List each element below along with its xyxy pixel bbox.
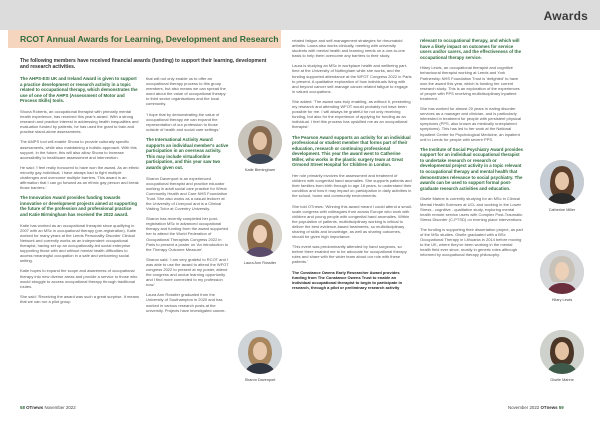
paragraph: She said: 'Receiving the award was such a great surprise. It means that we can run a pilot group [20, 293, 140, 304]
footer-right [508, 405, 564, 410]
paragraph: Hilary Lewis, an occupational therapist and cognitive behavioural therapist working at Leeds and York Partnership NHS Foundation Trust is 'delighted' to have won the award this year, which is funding her current research study. This is an exploration of the experiences of people with PPS receiving multidisciplinary inpatient treatment. [420, 65, 520, 101]
top-bar [0, 0, 600, 30]
paragraph: He said: 'I feel really honoured to have won the award. As an ethnic minority gay individual, I have always had to fight multiple challenges and overcome multiple barriers. This award is an affirmation that I can go forward as an ethnic gay person and break those barriers.' [20, 164, 140, 191]
issue-date-right: November 2022 [508, 405, 540, 410]
paragraph: She told OTnews: 'Winning this award meant I could attend a small-scale congress with colleagues from across Europe who work with children and young people with congenital hand anomalies. Within the population of patients, multidisciplinary working is critical to deliver the best evidence-based treatments, so multidisciplinary sharing of skills and knowledge, as well as sharing outcomes, should be given high importance. [292, 203, 412, 240]
paragraph: Sharon said: 'I am very grateful to RCOT and I was able to use the award to attend the WFOT congress 2022 to present at my poster, attend the congress and undue learning opportunity and I find more connected to my profession now.' [146, 256, 229, 288]
paragraph: Her role primarily involves the assessment and treatment of children with congenital hand anomalies. She supports patients and their families from birth through to age 18 years, to understand their condition and how it may impact on participation in daily activities in the school, home and community environments. [292, 173, 412, 199]
paragraph: Sharon has recently completed her post-registration MSc in advanced occupational therapy and funding from the award supported her to attend the World Federation of Occupational Therapists Congress 2022 in Paris to present a poster on 'An introduction to the Therapy Outcome Measure'. [146, 216, 229, 252]
column-1 [20, 76, 140, 309]
caption-gisele: Gisèle Mahne [550, 378, 574, 382]
pearson-award-heading: The Pearson Award supports an activity for an individual professional or student member that forms part of their education, research or continuing professional development. This year the award went to Catherine Miller, who works in the plastic surgery team at Great Ormond Street Hospital for Children in London. [292, 134, 411, 168]
caption-sharon: Sharon Davenport [244, 378, 276, 382]
column-4 [420, 38, 524, 262]
paragraph: related fatigue and self-management strategies for rheumatoid arthritis. Laura also works clinically, meeting with university students with mental health and learning needs on a one-to-one basis to help them overcome any barriers to their study. [292, 38, 405, 59]
paragraph: Katie hopes to expand the scope and awareness of occupational therapy into new diverse areas and provide a service to those who would struggle to access occupational therapy through traditional routes. [20, 268, 138, 289]
brand-right: OTnews [540, 405, 558, 410]
article-banner [8, 30, 281, 48]
portrait-photo-katie [238, 120, 282, 164]
portrait-photo-sharon [238, 330, 282, 374]
portrait-photo-catherine [540, 160, 584, 204]
constance-owens-heading-continued: relevant to occupational therapy, and which will have a likely impact on outcomes for service users and/or carers, and the effectiveness of the occupational therapy service. [420, 38, 522, 60]
column-3 [292, 38, 412, 295]
paragraph: that will not only enable us to offer an occupational therapy process to this group members, but also means we can spread the word about the value of occupational therapy to third sector organisations and the local community. [146, 76, 226, 107]
paragraph: She added: 'The award was truly enabling, as without it, presenting my research and attending WFOT would probably not have been possible for me. I will always be grateful for not only receiving funding, but also for the experience of applying for funding as an individual. I feel this process has upskilled me as an occupational therapist.' [292, 98, 411, 130]
caption-hilary: Hilary Lewis [551, 298, 573, 302]
caption-katie: Katie Birmingham [245, 168, 275, 172]
page-number-left: 58 [20, 405, 25, 410]
caption-laura: Laura Ann Rossiter [243, 261, 277, 265]
paragraph: Gisèle Mahne is currently studying for an MSc in Clinical Mental Health Sciences at UCL and working in the Lower Stress - cognitive - qualitative study, exploring mental health remote service users with Complex Post-Traumatic Stress Disorder (C-PTSD) on evening place interventions. [420, 196, 523, 222]
paragraph: She has worked for almost 20 years in eating disorder services as a manager and clinician, and is particularly interested in treatment for people with persistent physical symptoms (PPS, also known as medically unexplained symptoms). This has led to her work at the National Inpatient Centre for Psychological Medicine, an inpatient unit in Leeds for people with severe PPS. [420, 106, 521, 142]
paragraph: Katie has worked as an occupational therapist since qualifying in 2007 with an MSc in occupational therapy (pre-registration). Katie worked for many years at the Leeds Personality Disorder Clinical Network and currently works as an independent occupational therapist, having set up an occupationally-led social enterprise supporting those with and without mental health difficulties to access meaningful occupation in a safe and welcoming social setting. [20, 222, 137, 264]
ahps-award-heading: The AHPS-ESI UK and Ireland Award is given to support a practice development or research activity in a topic related to occupational therapy, which demonstrates the use of one of the AHPS (Assessment of Motor and Process Skills) tools. [20, 76, 138, 104]
paragraph: The funding is supporting their dissertation project, as part of the MSc studies. Gisèle graduated with a BSc Occupational Therapy in Lithuania in 2014 before moving to the UK, where they've been working in the mental health field ever since, mostly in generic roles although informed by occupational therapy philosophy. [420, 226, 523, 258]
article-title: RCOT Annual Awards for Learning, Development and Research [20, 34, 279, 44]
paragraph: 'I hope that by demonstrating the value of occupational therapy we can expand the representation of our profession to those outside of health and social care settings.' [146, 111, 221, 132]
social-psychiatry-award-heading: The Institute of Social Psychiatry Award provides support for an individual occupational therapist to undertake research or research or developmental project activity in a topic relevant to occupational therapy and mental health that demonstrates relevance to social psychiatry. The awards can be used to support formal post-graduate research activities and education. [420, 146, 523, 191]
innovation-award-heading: The Innovation Award provides funding towards innovative or development projects aimed at supporting the future of the profession and professional practice and Katie Birmingham has received the 2022 award. [20, 195, 138, 218]
intro-paragraph: The following members have received financial awards (funding) to support their learning, development and research activities. [20, 58, 267, 71]
paragraph: 'This event was predominantly attended by hand surgeons, so before there enabled me to be advocate for occupational therapy roles and share with the wider team about our role with these patients.' [292, 244, 407, 265]
section-title: Awards [543, 9, 588, 23]
page-number-right: 59 [558, 405, 564, 410]
constance-owens-award-heading: The Constance Owens Early Researcher Award provides funding from The Constance Owens Trust to enable an individual occupational therapist to begin to participate in research, through a pilot or preliminary research activity [292, 269, 403, 290]
paragraph: Laura is studying an MSc in workplace health and wellbeing part-time at the University of Nottingham while she works, and the funding supported attendance at the WFOT Congress 2022 in Paris to present. A qualitative exploration of how individuals living with and beyond cancer self-manage cancer-related fatigue to engage in valued occupations. [292, 63, 412, 94]
paragraph: Laura Ann Rossiter graduated from the University of Southampton in 2020 and has worked in various research posts at the university. Projects have investigated cancer- [146, 292, 226, 313]
portrait-photo-gisele [540, 330, 584, 374]
brand-left: OTnews [26, 405, 44, 410]
caption-catherine: Catherine Miller [548, 208, 576, 212]
international-award-heading: The International Activity Award supports an individual member's active participation in an overseas activity. This may include virtual/online participation, and this year saw two awards given out. [146, 136, 229, 170]
paragraph: Sharon Davenport is an experienced occupational therapist and practice educator working in adult social care practice for Wirral Community Health and Care NHS Foundation Trust. She also works as a casual lecturer at the University of Liverpool and is a Clinical Visiting Tutor at Coventry University. [146, 175, 228, 212]
portrait-photo-hilary [540, 250, 584, 294]
paragraph: Shona Roberts, an occupational therapist with primarily mental health experience, has received this year's award. With a strong research and practice interest in addressing health inequalities and evaluation funded by patients, he has used the grant to train and practise stand-alone assessments. [20, 108, 139, 135]
portrait-photo-laura [238, 213, 282, 257]
footer-left [20, 405, 76, 410]
column-2 [146, 76, 230, 318]
issue-date-left: November 2022 [44, 405, 76, 410]
paragraph: The AMPS tool will enable Shona to provide culturally specific assessments, while also maintaining a holistic approach. With this support, in the future, this will also allow Shona to increase accessibility to healthcare assessment and intervention. [20, 139, 137, 160]
